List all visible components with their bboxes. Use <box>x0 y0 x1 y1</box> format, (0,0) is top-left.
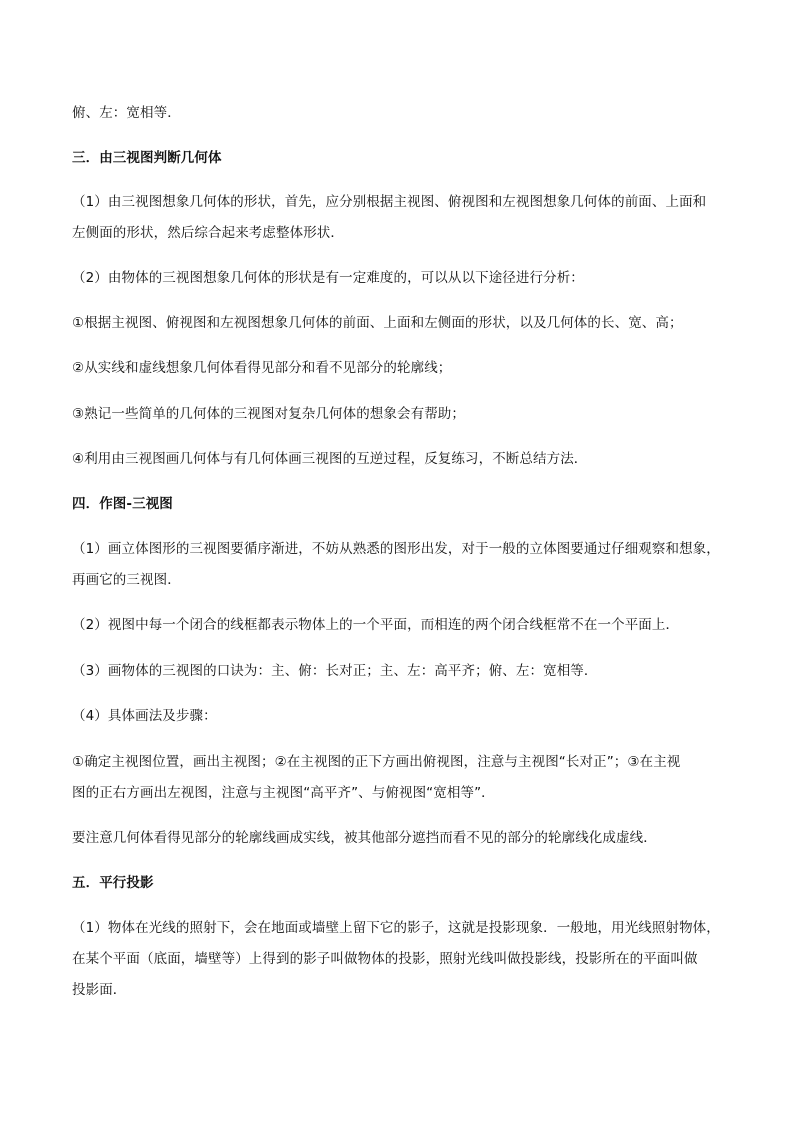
text-line: （4）具体画法及步骤： <box>72 708 217 724</box>
list-item: ④利用由三视图画几何体与有几何体画三视图的互逆过程，反复练习，不断总结方法． <box>72 451 588 467</box>
text-line: （3）画物体的三视图的口诀为：主、俯：长对正；主、左：高平齐；俯、左：宽相等． <box>72 663 598 679</box>
section-heading-4: 四．作图-三视图 <box>72 496 173 512</box>
text-line: 左侧面的形状，然后综合起来考虑整体形状． <box>72 225 344 241</box>
text-line: 投影面． <box>72 982 127 998</box>
list-item: ③熟记一些简单的几何体的三视图对复杂几何体的想象会有帮助； <box>72 406 466 422</box>
text-line: （1）画立体图形的三视图要循序渐进，不妨从熟悉的图形出发，对于一般的立体图要通过仔细观察和想象， <box>72 541 720 557</box>
section-heading-5: 五．平行投影 <box>72 875 154 891</box>
text-line: （1）物体在光线的照射下，会在地面或墙壁上留下它的影子，这就是投影现象．一般地，用光线照射物体， <box>72 920 720 936</box>
text-line: 俯、左：宽相等． <box>72 105 181 121</box>
list-item: ①确定主视图位置，画出主视图；②在主视图的正下方画出俯视图，注意与主视图“长对正”；③在主视 <box>72 754 681 770</box>
text-line: （1）由三视图想象几何体的形状，首先，应分别根据主视图、俯视图和左视图想象几何体的前面、上面和 <box>72 194 707 210</box>
text-line: 在某个平面（底面，墙壁等）上得到的影子叫做物体的投影，照射光线叫做投影线，投影所在的平面叫做 <box>72 951 698 967</box>
text-line: 再画它的三视图． <box>72 572 181 588</box>
text-line: （2）由物体的三视图想象几何体的形状是有一定难度的，可以从以下途径进行分析： <box>72 270 584 286</box>
list-item: ①根据主视图、俯视图和左视图想象几何体的前面、上面和左侧面的形状，以及几何体的长、宽、高； <box>72 315 683 331</box>
list-item: ②从实线和虚线想象几何体看得见部分和看不见部分的轮廓线； <box>72 360 452 376</box>
text-line: （2）视图中每一个闭合的线框都表示物体上的一个平面，而相连的两个闭合线框常不在一个平面上． <box>72 617 680 633</box>
text-line: 要注意几何体看得见部分的轮廓线画成实线，被其他部分遮挡而看不见的部分的轮廓线化成虚线． <box>72 830 657 846</box>
text-line: 图的正右方画出左视图，注意与主视图“高平齐”、与俯视图“宽相等”． <box>72 785 495 801</box>
section-heading-3: 三．由三视图判断几何体 <box>72 150 222 166</box>
